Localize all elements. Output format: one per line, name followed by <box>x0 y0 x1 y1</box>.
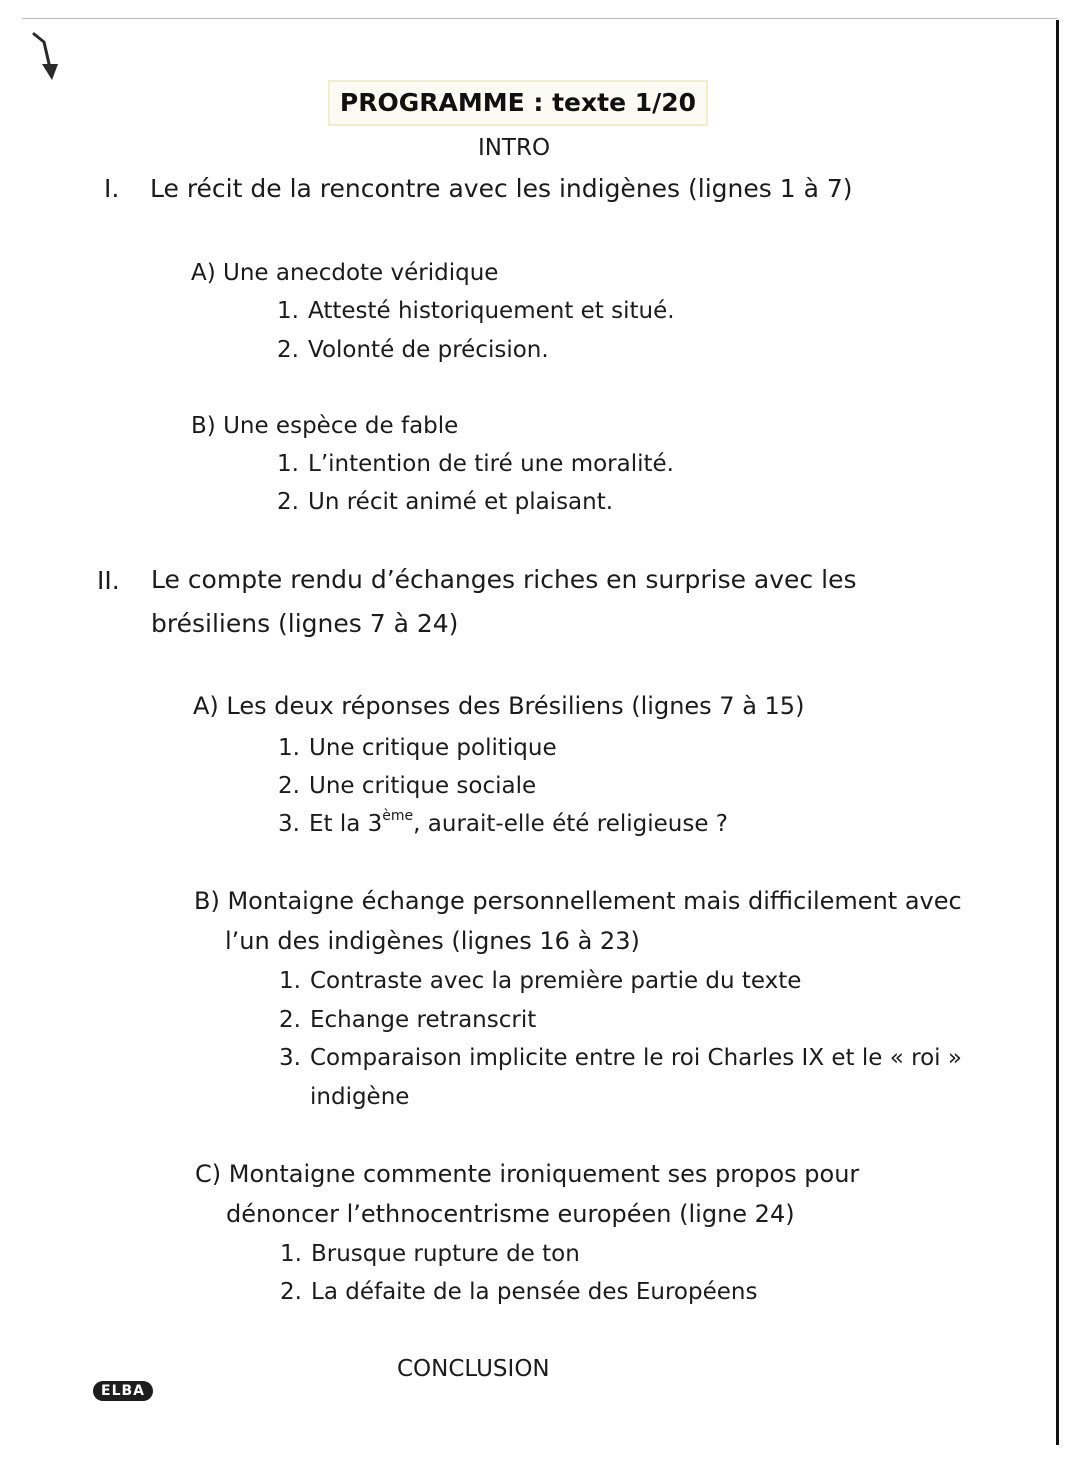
part-2-title-line-2: brésiliens (lignes 7 à 24) <box>151 609 459 638</box>
page-right-edge <box>1056 20 1059 1445</box>
part-2-numeral: II. <box>97 566 120 595</box>
list-item: 1. Brusque rupture de ton <box>280 1241 580 1267</box>
list-item-continuation: indigène <box>310 1084 410 1110</box>
list-item: 1. L’intention de tiré une moralité. <box>277 451 674 477</box>
list-item: 2. La défaite de la pensée des Européens <box>280 1279 758 1305</box>
list-item: 2. Un récit animé et plaisant. <box>277 489 614 515</box>
list-item: 3. Et la 3ème, aurait-elle été religieuse ? <box>278 808 728 837</box>
conclusion-heading: CONCLUSION <box>397 1356 550 1382</box>
part-1-section-b-title: B) Une espèce de fable <box>191 413 459 439</box>
list-item: 3. Comparaison implicite entre le roi Charles IX et le « roi » <box>279 1045 962 1071</box>
part-2-section-b-title-line-2: l’un des indigènes (lignes 16 à 23) <box>225 927 640 955</box>
part-1-title: Le récit de la rencontre avec les indigènes (lignes 1 à 7) <box>150 174 853 203</box>
page-top-edge <box>22 18 1058 19</box>
list-item: 2. Volonté de précision. <box>277 337 549 363</box>
intro-heading: INTRO <box>477 135 551 161</box>
part-2-section-c-title-line-1: C) Montaigne commente ironiquement ses propos pour <box>195 1160 860 1188</box>
part-2-section-c-title-line-2: dénoncer l’ethnocentrisme européen (ligne 24) <box>226 1200 795 1228</box>
part-1-section-a-title: A) Une anecdote véridique <box>191 260 499 286</box>
list-item: 1. Attesté historiquement et situé. <box>277 298 675 324</box>
list-item: 1. Contraste avec la première partie du texte <box>279 968 802 994</box>
elba-logo: ELBA <box>93 1381 153 1401</box>
part-2-section-a-title: A) Les deux réponses des Brésiliens (lignes 7 à 15) <box>193 692 805 720</box>
page-title: PROGRAMME : texte 1/20 <box>328 80 708 126</box>
pen-mark-icon <box>28 28 64 84</box>
list-item: 2. Echange retranscrit <box>279 1007 537 1033</box>
list-item: 2. Une critique sociale <box>278 773 537 799</box>
part-1-numeral: I. <box>104 174 120 203</box>
part-2-title-line-1: Le compte rendu d’échanges riches en surprise avec les <box>151 565 857 594</box>
part-2-section-b-title-line-1: B) Montaigne échange personnellement mais difficilement avec <box>194 887 962 915</box>
list-item: 1. Une critique politique <box>278 735 557 761</box>
